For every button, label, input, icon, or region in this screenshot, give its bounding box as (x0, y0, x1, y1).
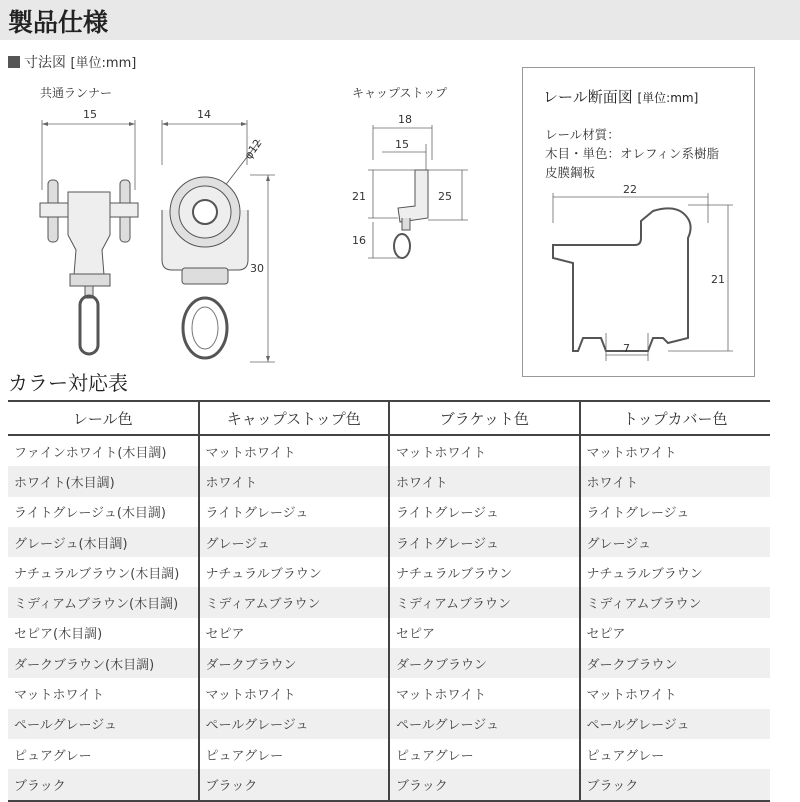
table-cell: マットホワイト (8, 678, 199, 708)
table-cell: ピュアグレー (389, 739, 580, 769)
table-cell: ホワイト (389, 466, 580, 496)
table-cell: ライトグレージュ (389, 527, 580, 557)
table-cell: ミディアムブラウン (389, 587, 580, 617)
runner-label: 共通ランナー (40, 86, 113, 100)
color-table-header-row (8, 401, 770, 435)
rail-section-diagram (523, 183, 754, 373)
table-row (8, 557, 770, 587)
header-topcover-color: トップカバー色 (580, 401, 771, 435)
runner-front-diagram (150, 100, 290, 365)
table-cell: グレージュ (199, 527, 390, 557)
table-cell: ダークブラウン(木目調) (8, 648, 199, 678)
rail-material-woodgrain: 木目・単色：オレフィン系樹脂 (545, 146, 720, 161)
table-row (8, 678, 770, 708)
dimensions-heading (8, 52, 136, 72)
table-row (8, 618, 770, 648)
table-cell: マットホワイト (389, 435, 580, 466)
rail-section-unit: [単位:mm] (637, 91, 699, 105)
table-cell: ピュアグレー (586, 748, 665, 764)
dimensions-unit: [単位:mm] (70, 56, 137, 71)
table-cell: ミディアムブラウン(木目調) (8, 587, 199, 617)
capstop-height3-dim: 16 (352, 234, 366, 247)
table-cell: マットホワイト (586, 688, 677, 704)
table-cell: ピュアグレー (199, 739, 390, 769)
capstop-width-dim: 18 (398, 113, 412, 126)
capstop-height1-dim: 21 (352, 190, 366, 203)
table-cell: ダークブラウン (199, 648, 390, 678)
table-row (8, 648, 770, 678)
table-cell: グレージュ (580, 527, 771, 557)
table-cell: ブラック (199, 769, 390, 800)
rail-gap-dim: 7 (623, 342, 630, 355)
table-cell: ライトグレージュ (586, 506, 690, 522)
header-bracket-color: ブラケット色 (389, 401, 580, 435)
capstop-diagram (340, 100, 480, 270)
table-cell: ナチュラルブラウン (199, 557, 390, 587)
table-cell: ピュアグレー (8, 739, 199, 769)
header-capstop-color: キャップストップ色 (199, 401, 390, 435)
table-cell: ダークブラウン (389, 648, 580, 678)
capstop-height2-dim: 25 (438, 190, 452, 203)
table-row (8, 527, 770, 557)
table-cell: ペールグレージュ (580, 709, 771, 739)
square-bullet-icon (8, 56, 20, 68)
runner-width-dim: 15 (83, 108, 97, 121)
table-cell: ペールグレージュ (8, 709, 199, 739)
capstop-label: キャップストップ (352, 86, 448, 100)
table-row (8, 739, 770, 769)
table-cell: セピア (199, 618, 390, 648)
color-table-title: カラー対応表 (8, 371, 128, 395)
table-cell: ミディアムブラウン (580, 587, 771, 617)
header-rail-color: レール色 (8, 401, 199, 435)
table-cell: ペールグレージュ (389, 709, 580, 739)
rail-material-label: レール材質： (545, 127, 620, 142)
page-title: 製品仕様 (8, 8, 109, 37)
table-row (8, 435, 770, 466)
table-cell: ナチュラルブラウン (389, 557, 580, 587)
runner-depth-dim: 14 (197, 108, 211, 121)
table-cell: ナチュラルブラウン (586, 566, 703, 582)
table-cell: マットホワイト (389, 678, 580, 708)
table-cell: ホワイト (580, 466, 771, 496)
table-row (8, 769, 770, 800)
table-cell: ブラック (389, 769, 580, 800)
table-cell: ナチュラルブラウン(木目調) (8, 557, 199, 587)
title-bar (0, 0, 800, 40)
color-table (8, 400, 770, 802)
table-cell: マットホワイト (199, 678, 390, 708)
rail-height-dim: 21 (711, 273, 725, 286)
table-cell: ホワイト (199, 466, 390, 496)
table-cell: セピア(木目調) (8, 618, 199, 648)
table-cell: ブラック (8, 769, 199, 800)
runner-diameter-dim: φ12 (241, 136, 265, 162)
rail-section-box (522, 67, 755, 377)
table-cell: ファインホワイト(木目調) (8, 435, 199, 466)
table-cell: セピア (586, 627, 626, 643)
dimensions-heading-text: 寸法図 (24, 55, 66, 71)
runner-side-diagram (30, 100, 150, 365)
table-row (8, 587, 770, 617)
table-cell: ダークブラウン (580, 648, 771, 678)
table-cell: ペールグレージュ (199, 709, 390, 739)
capstop-inner-width-dim: 15 (395, 138, 409, 151)
table-cell: セピア (389, 618, 580, 648)
rail-section-title (543, 86, 698, 107)
table-row (8, 709, 770, 739)
runner-height-dim: 30 (250, 262, 264, 275)
table-cell: ホワイト(木目調) (8, 466, 199, 496)
table-cell: グレージュ(木目調) (8, 527, 199, 557)
table-cell: ライトグレージュ (199, 497, 390, 527)
rail-material-steel: 皮膜鋼板 (545, 165, 596, 180)
table-cell: ライトグレージュ(木目調) (8, 497, 199, 527)
table-cell: ライトグレージュ (389, 497, 580, 527)
table-cell: ミディアムブラウン (199, 587, 390, 617)
table-cell: マットホワイト (199, 435, 390, 466)
table-row (8, 497, 770, 527)
rail-width-dim: 22 (623, 183, 637, 196)
table-cell: マットホワイト (586, 445, 677, 461)
table-cell: ブラック (580, 769, 771, 800)
rail-section-title-text: レール断面図 (543, 88, 633, 106)
rail-material (545, 125, 719, 182)
table-row (8, 466, 770, 496)
